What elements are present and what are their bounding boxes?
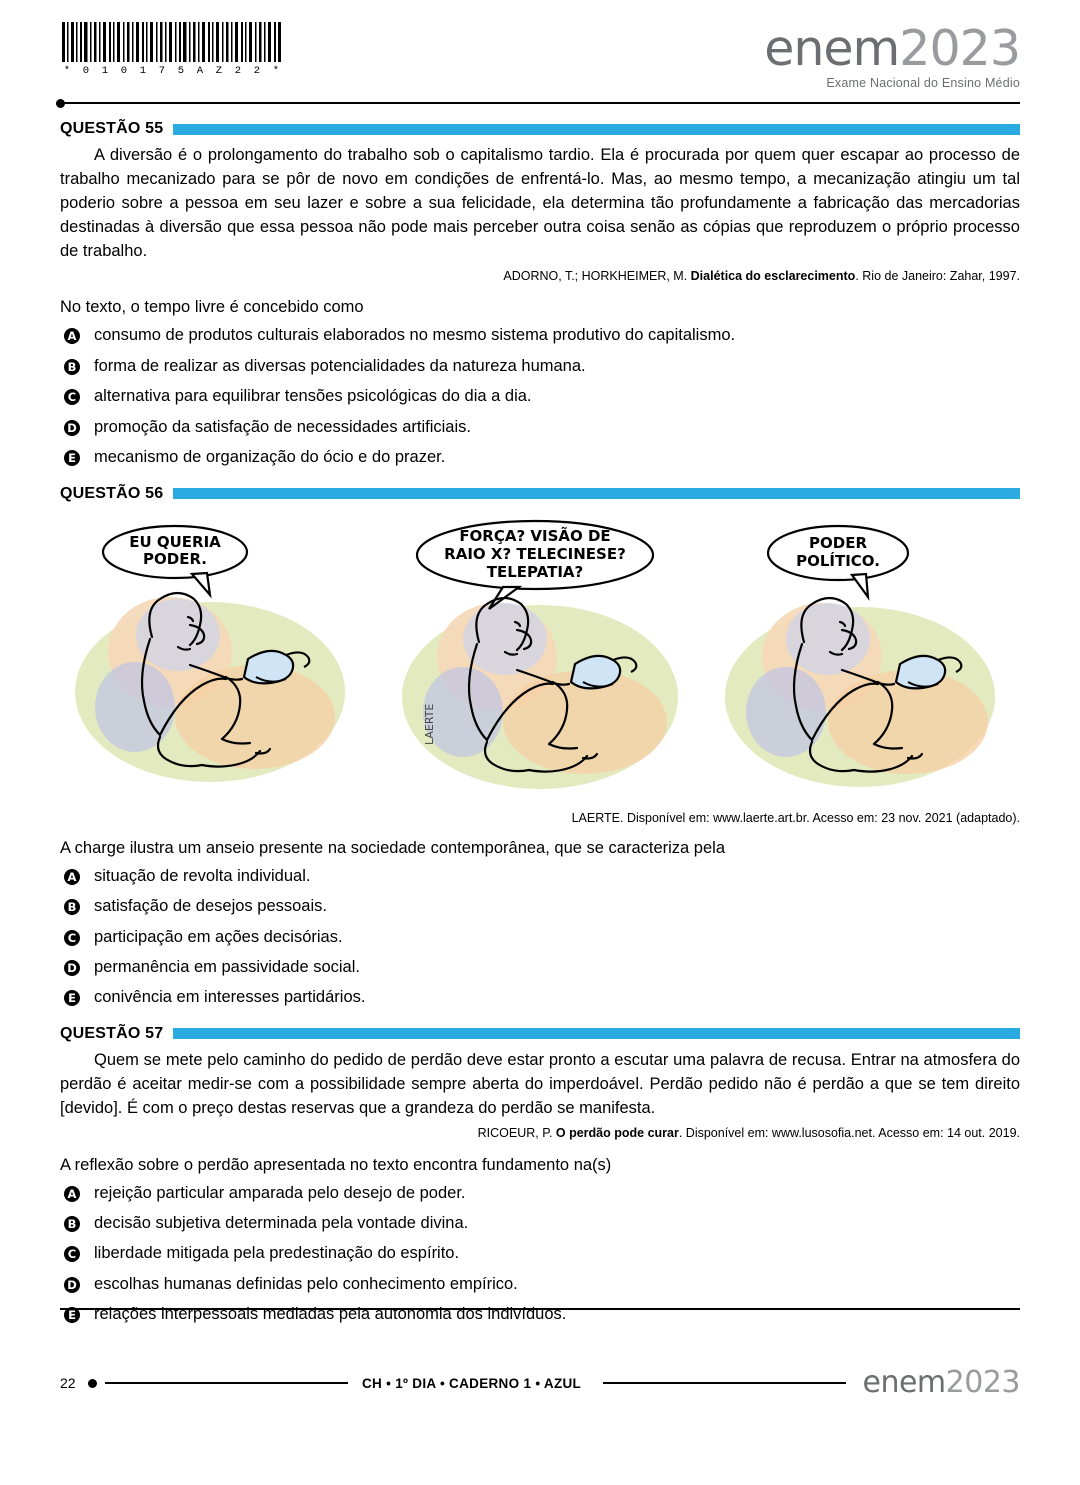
alternative-c-56[interactable] (60, 927, 1020, 948)
enem-logo-year: 2023 (899, 20, 1020, 77)
alternative-a-56[interactable] (60, 866, 1020, 887)
page-footer (60, 1365, 1020, 1400)
comic-panel-3-art (710, 517, 1020, 807)
question-source-55 (60, 268, 1020, 285)
alternatives-57 (60, 1183, 1020, 1326)
alternative-letter-icon: B (64, 899, 80, 915)
enem-logo-subtitle: Exame Nacional do Ensino Médio (826, 76, 1020, 90)
alternative-text: permanência em passividade social. (94, 957, 360, 976)
footer-divider (60, 1308, 1020, 1310)
alternative-e-55[interactable] (60, 447, 1020, 468)
alternative-d-55[interactable] (60, 417, 1020, 438)
barcode-number: * 0 1 0 1 7 5 A Z 2 2 * (63, 65, 283, 77)
source-post-55: . Rio de Janeiro: Zahar, 1997. (855, 268, 1020, 283)
alternative-text: forma de realizar as diversas potencialidades da natureza humana. (94, 356, 586, 375)
footer-center-text: CH • 1º DIA • CADERNO 1 • AZUL (361, 1375, 582, 1391)
source-post-57: . Disponível em: www.lusosofia.net. Acesso em: 14 out. 2019. (678, 1125, 1020, 1140)
alternative-text: conivência em interesses partidários. (94, 988, 366, 1007)
alternative-a-57[interactable] (60, 1183, 1020, 1204)
alternative-text: consumo de produtos culturais elaborados no mesmo sistema produtivo do capitalismo. (94, 326, 736, 345)
question-header-56 (60, 485, 1020, 503)
alternative-a-55[interactable] (60, 325, 1020, 346)
alternative-d-56[interactable] (60, 957, 1020, 978)
alternative-c-55[interactable] (60, 386, 1020, 407)
alternative-text: rejeição particular amparada pelo desejo de poder. (94, 1183, 466, 1202)
alternatives-56 (60, 866, 1020, 1009)
alternative-letter-icon: C (64, 930, 80, 946)
question-header-57 (60, 1025, 1020, 1043)
alternative-text: relações interpessoais mediadas pela autonomia dos indivíduos. (94, 1305, 567, 1324)
question-stem-56: A charge ilustra um anseio presente na sociedade contemporânea, que se caracteriza pela (60, 838, 725, 857)
svg-text:FORÇA? VISÃO DE: FORÇA? VISÃO DE (459, 526, 611, 545)
footer-line-right (603, 1382, 846, 1384)
alternative-letter-icon: E (64, 990, 80, 1006)
svg-text:PODER.: PODER. (143, 549, 207, 568)
question-header-55 (60, 120, 1020, 138)
footer-dot-icon (88, 1379, 97, 1388)
question-text-55: A diversão é o prolongamento do trabalho sob o capitalismo tardio. Ela é procurada por quem quer escapar ao processo de trabalho mecanizado para se pôr de novo em condições de enfrentá-lo. Mas, ao mesmo tempo, a mecanização atingiu um tal poderio sobre a pessoa em seu lazer e sobre a sua felicidade, ela determina tão profundamente a fabricação das mercadorias destinadas à diversão que essa pessoa não pode mais perceber outra coisa senão as cópias que reproduzem o próprio processo de trabalho. (60, 146, 1020, 260)
alternative-e-56[interactable] (60, 987, 1020, 1008)
svg-text:POLÍTICO.: POLÍTICO. (796, 551, 880, 570)
page-content (0, 120, 1080, 1326)
question-bar-55 (173, 124, 1020, 135)
page-header (0, 0, 1080, 96)
alternative-letter-icon: D (64, 960, 80, 976)
alternative-letter-icon: D (64, 1277, 80, 1293)
alternative-b-55[interactable] (60, 356, 1020, 377)
question-label-55: QUESTÃO 55 (60, 120, 164, 137)
svg-text:TELEPATIA?: TELEPATIA? (486, 562, 584, 581)
alternative-letter-icon: C (64, 1246, 80, 1262)
question-stem-57: A reflexão sobre o perdão apresentada no texto encontra fundamento na(s) (60, 1155, 612, 1174)
artist-signature: LAERTE (423, 703, 436, 745)
footer-enem-year: 2023 (945, 1365, 1020, 1400)
footer-line-left (105, 1382, 348, 1384)
alternative-letter-icon: B (64, 359, 80, 375)
alternative-letter-icon: A (64, 328, 80, 344)
comic-panel-1 (60, 517, 370, 807)
footer-enem-logo (862, 1365, 1020, 1400)
footer-enem-name: enem (862, 1365, 946, 1400)
comic-strip (60, 517, 1020, 807)
alternative-text: decisão subjetiva determinada pela vontade divina. (94, 1213, 469, 1232)
alternative-b-57[interactable] (60, 1213, 1020, 1234)
alternative-b-56[interactable] (60, 896, 1020, 917)
alternative-text: liberdade mitigada pela predestinação do espírito. (94, 1244, 460, 1263)
alternative-text: alternativa para equilibrar tensões psicológicas do dia a dia. (94, 387, 532, 406)
alternative-letter-icon: A (64, 1186, 80, 1202)
comic-panel-2 (385, 517, 695, 807)
question-stem-55: No texto, o tempo livre é concebido como (60, 298, 364, 317)
alternative-letter-icon: E (64, 1307, 80, 1323)
alternative-text: mecanismo de organização do ócio e do prazer. (94, 448, 446, 467)
alternative-text: escolhas humanas definidas pelo conhecimento empírico. (94, 1274, 518, 1293)
enem-logo-name: enem (764, 20, 900, 77)
alternative-text: situação de revolta individual. (94, 866, 311, 885)
alternative-text: promoção da satisfação de necessidades artificiais. (94, 417, 471, 436)
source-pre-57: RICOEUR, P. (477, 1125, 556, 1140)
barcode-block (60, 22, 284, 77)
alternative-letter-icon: B (64, 1216, 80, 1232)
alternative-letter-icon: D (64, 420, 80, 436)
svg-text:EU QUERIA: EU QUERIA (129, 532, 221, 551)
enem-logo-text (764, 20, 1020, 77)
question-text-57: Quem se mete pelo caminho do pedido de perdão deve estar pronto a escutar uma palavra de recusa. Entrar na atmosfera do perdão é aceitar medir-se com a possibilidade sempre aberta do imperdoável. Perdão pedido não é perdão a que se tem direito [devido]. É com o preço destas reservas que a grandeza do perdão se manifesta. (60, 1050, 1020, 1117)
alternative-letter-icon: A (64, 869, 80, 885)
question-bar-56 (173, 488, 1020, 499)
alternative-c-57[interactable] (60, 1243, 1020, 1264)
alternative-letter-icon: C (64, 389, 80, 405)
source-pre-55: ADORNO, T.; HORKHEIMER, M. (503, 268, 691, 283)
question-bar-57 (173, 1028, 1020, 1039)
comic-panel-1-art (60, 517, 370, 807)
question-source-57 (60, 1125, 1020, 1142)
alternative-d-57[interactable] (60, 1274, 1020, 1295)
svg-text:RAIO X? TELECINESE?: RAIO X? TELECINESE? (444, 544, 626, 563)
alternative-letter-icon: E (64, 450, 80, 466)
comic-panel-3 (710, 517, 1020, 807)
source-title-55: Dialética do esclarecimento (690, 268, 856, 283)
alternative-text: satisfação de desejos pessoais. (94, 897, 327, 916)
barcode-icon (62, 22, 284, 62)
header-divider (60, 102, 1020, 104)
enem-logo (764, 22, 1020, 90)
question-label-57: QUESTÃO 57 (60, 1024, 164, 1042)
comic-credit: LAERTE. Disponível em: www.laerte.art.br. Acesso em: 23 nov. 2021 (adaptado). (571, 810, 1020, 825)
source-title-57: O perdão pode curar (555, 1125, 679, 1140)
comic-panel-2-art (385, 517, 695, 807)
alternative-text: participação em ações decisórias. (94, 927, 343, 946)
alternatives-55 (60, 325, 1020, 468)
page-number: 22 (60, 1375, 76, 1391)
question-label-56: QUESTÃO 56 (60, 484, 164, 502)
svg-text:PODER: PODER (809, 533, 867, 552)
